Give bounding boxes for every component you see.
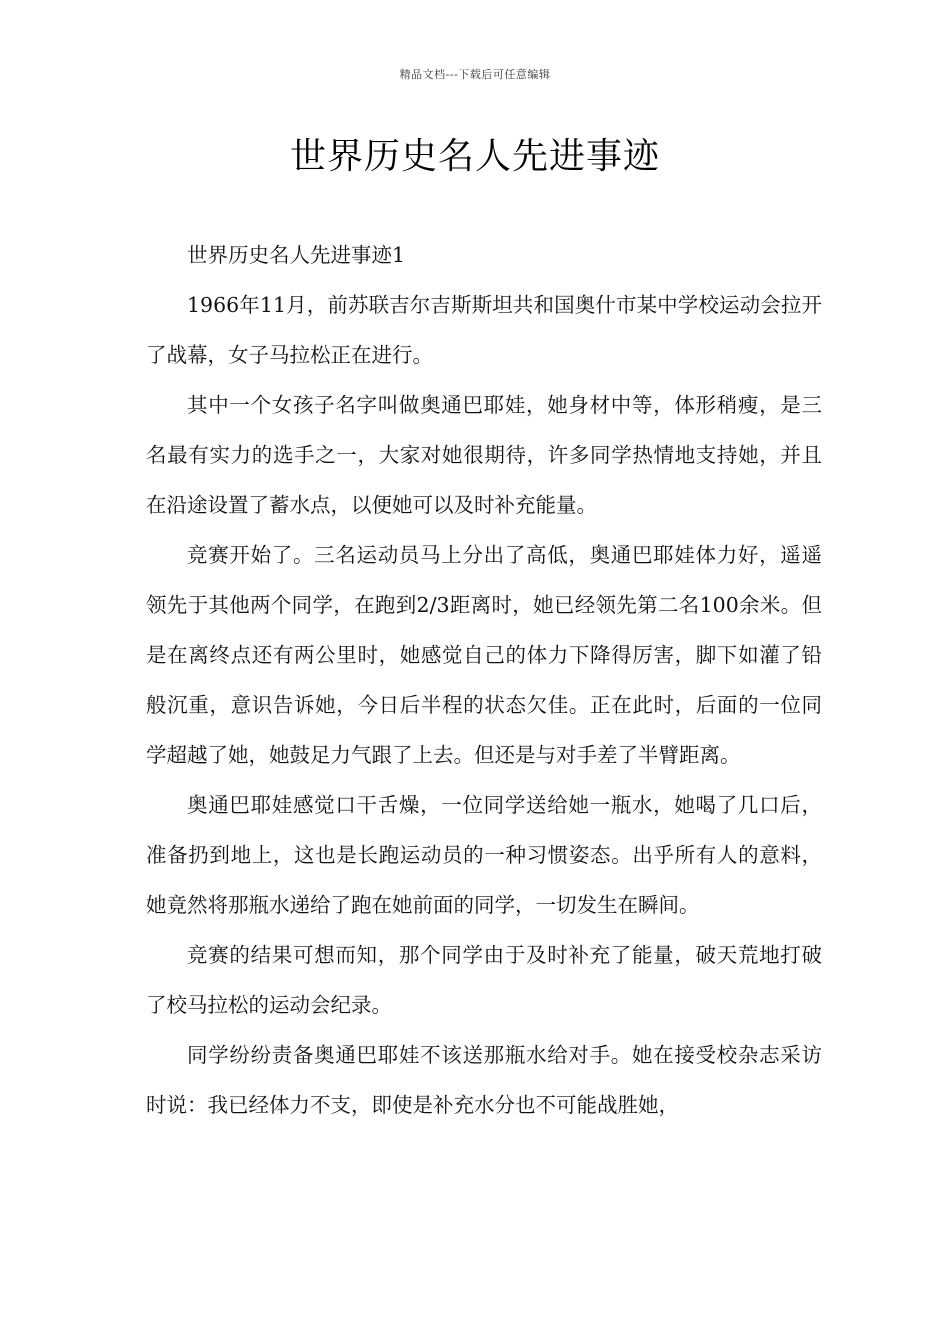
paragraph: 竞赛开始了。三名运动员马上分出了高低，奥通巴耶娃体力好，遥遥领先于其他两个同学，在跑到2/3距离时，她已经领先第二名100余米。但是在离终点还有两公里时，她感觉自己的体力下降得厉害，脚下如灌了铅般沉重，意识告诉她，今日后半程的状态欠佳。正在此时，后面的一位同学超越了她，她鼓足力气跟了上去。但还是与对手差了半臂距离。	[146, 543, 822, 767]
header-note: 精品文档---下载后可任意编辑	[399, 68, 551, 81]
paragraph: 竞赛的结果可想而知，那个同学由于及时补充了能量，破天荒地打破了校马拉松的运动会纪录。	[146, 943, 822, 1017]
paragraph: 其中一个女孩子名字叫做奥通巴耶娃，她身材中等，体形稍瘦，是三名最有实力的选手之一，大家对她很期待，许多同学热情地支持她，并且在沿途设置了蓄水点，以便她可以及时补充能量。	[146, 393, 822, 517]
paragraph: 同学纷纷责备奥通巴耶娃不该送那瓶水给对手。她在接受校杂志采访时说：我已经体力不支，即使是补充水分也不可能战胜她，	[146, 1043, 822, 1117]
document-body	[146, 230, 822, 1130]
paragraph: 1966年11月，前苏联吉尔吉斯斯坦共和国奥什市某中学校运动会拉开了战幕，女子马拉松正在进行。	[146, 293, 822, 367]
paragraph: 奥通巴耶娃感觉口干舌燥，一位同学送给她一瓶水，她喝了几口后，准备扔到地上，这也是长跑运动员的一种习惯姿态。出乎所有人的意料，她竟然将那瓶水递给了跑在她前面的同学，一切发生在瞬间。	[146, 793, 822, 917]
page-title: 世界历史名人先进事迹	[289, 136, 660, 177]
paragraph-subtitle: 世界历史名人先进事迹1	[187, 243, 406, 267]
